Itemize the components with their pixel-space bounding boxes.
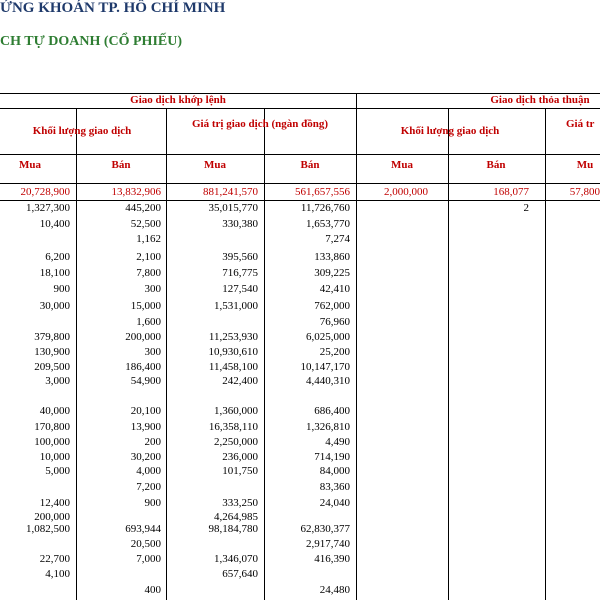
table-cell: 10,400 — [39, 218, 70, 230]
table-cell: 416,390 — [314, 553, 350, 565]
table-cell: 7,000 — [136, 553, 161, 565]
col-header-2: Mua — [204, 159, 226, 171]
document-title: ỨNG KHOÁN TP. HỒ CHÍ MINH — [0, 0, 226, 16]
table-cell: 2 — [523, 202, 529, 214]
table-cell: 330,380 — [222, 218, 258, 230]
table-cell: 133,860 — [314, 251, 350, 263]
table-cell: 10,000 — [39, 451, 70, 463]
table-cell: 395,560 — [222, 251, 258, 263]
totals-cell-6: 57,800 — [569, 186, 600, 198]
table-cell: 1,653,770 — [306, 218, 350, 230]
table-cell: 170,800 — [34, 421, 70, 433]
table-cell: 200 — [144, 436, 161, 448]
totals-line — [0, 200, 600, 201]
table-cell: 400 — [144, 584, 161, 596]
table-cell: 686,400 — [314, 405, 350, 417]
table-cell: 10,147,170 — [300, 361, 350, 373]
totals-cell-0: 20,728,900 — [20, 186, 70, 198]
col-divider-1 — [166, 108, 167, 600]
table-cell: 100,000 — [34, 436, 70, 448]
table-cell: 11,458,100 — [208, 361, 258, 373]
table-cell: 1,326,810 — [306, 421, 350, 433]
table-cell: 22,700 — [39, 553, 70, 565]
table-cell: 4,490 — [325, 436, 350, 448]
table-cell: 11,253,930 — [208, 331, 258, 343]
table-cell: 2,250,000 — [214, 436, 258, 448]
col-divider-2 — [264, 108, 265, 600]
table-cell: 4,000 — [136, 465, 161, 477]
subheader-matched-value: Giá trị giao dịch (ngàn đồng) — [192, 118, 328, 130]
table-cell: 76,960 — [319, 316, 350, 328]
colheader-line — [0, 183, 600, 184]
table-cell: 900 — [53, 283, 70, 295]
table-cell: 714,190 — [314, 451, 350, 463]
table-cell: 309,225 — [314, 267, 350, 279]
col-header-1: Bán — [111, 159, 131, 171]
totals-cell-1: 13,832,906 — [111, 186, 161, 198]
table-cell: 62,830,377 — [300, 523, 350, 535]
table-cell: 13,900 — [130, 421, 161, 433]
table-cell: 1,600 — [136, 316, 161, 328]
table-cell: 6,025,000 — [306, 331, 350, 343]
table-cell: 18,100 — [39, 267, 70, 279]
table-cell: 209,500 — [34, 361, 70, 373]
table-cell: 5,000 — [45, 465, 70, 477]
group-header-line — [0, 108, 600, 109]
col-divider-5 — [545, 108, 546, 600]
totals-cell-3: 561,657,556 — [295, 186, 350, 198]
col-header-0: Mua — [19, 159, 41, 171]
table-cell: 300 — [144, 346, 161, 358]
table-cell: 54,900 — [130, 375, 161, 387]
table-cell: 11,726,760 — [300, 202, 350, 214]
table-cell: 2,917,740 — [306, 538, 350, 550]
table-cell: 20,100 — [130, 405, 161, 417]
table-cell: 130,900 — [34, 346, 70, 358]
col-header-4: Mua — [391, 159, 413, 171]
col-header-6: Mu — [576, 159, 594, 171]
table-cell: 6,200 — [45, 251, 70, 263]
table-cell: 333,250 — [222, 497, 258, 509]
table-cell: 7,800 — [136, 267, 161, 279]
col-divider-0 — [76, 108, 77, 600]
table-cell: 186,400 — [125, 361, 161, 373]
table-cell: 16,358,110 — [208, 421, 258, 433]
table-cell: 12,400 — [39, 497, 70, 509]
table-cell: 25,200 — [319, 346, 350, 358]
document-subtitle: CH TỰ DOANH (CỔ PHIẾU) — [0, 34, 182, 49]
table-cell: 24,480 — [319, 584, 350, 596]
table-cell: 200,000 — [34, 511, 70, 523]
col-divider-4 — [448, 108, 449, 600]
totals-cell-4: 2,000,000 — [384, 186, 428, 198]
table-cell: 101,750 — [222, 465, 258, 477]
table-cell: 716,775 — [222, 267, 258, 279]
table-cell: 1,327,300 — [26, 202, 70, 214]
table-cell: 52,500 — [130, 218, 161, 230]
table-cell: 20,500 — [130, 538, 161, 550]
table-cell: 35,015,770 — [208, 202, 258, 214]
table-cell: 242,400 — [222, 375, 258, 387]
table-cell: 7,274 — [325, 233, 350, 245]
col-header-3: Bán — [300, 159, 320, 171]
table-cell: 3,000 — [45, 375, 70, 387]
table-cell: 15,000 — [130, 300, 161, 312]
table-cell: 7,200 — [136, 481, 161, 493]
table-cell: 42,410 — [319, 283, 350, 295]
table-cell: 300 — [144, 283, 161, 295]
table-cell: 127,540 — [222, 283, 258, 295]
table-cell: 40,000 — [39, 405, 70, 417]
table-cell: 1,360,000 — [214, 405, 258, 417]
table-cell: 10,930,610 — [208, 346, 258, 358]
subheader-negotiated-volume: Khối lượng giao dịch — [400, 125, 500, 137]
totals-cell-5: 168,077 — [493, 186, 529, 198]
table-cell: 4,264,985 — [214, 511, 258, 523]
col-divider-3 — [356, 93, 357, 600]
table-cell: 2,100 — [136, 251, 161, 263]
totals-cell-2: 881,241,570 — [203, 186, 258, 198]
col-header-5: Bán — [486, 159, 506, 171]
table-cell: 24,040 — [319, 497, 350, 509]
table-cell: 1,531,000 — [214, 300, 258, 312]
table-cell: 84,000 — [319, 465, 350, 477]
table-cell: 30,000 — [39, 300, 70, 312]
table-cell: 1,082,500 — [26, 523, 70, 535]
table-cell: 236,000 — [222, 451, 258, 463]
table-cell: 1,346,070 — [214, 553, 258, 565]
table-cell: 98,184,780 — [208, 523, 258, 535]
table-cell: 445,200 — [125, 202, 161, 214]
subheader-matched-volume: Khối lượng giao dịch — [32, 125, 132, 137]
table-cell: 693,944 — [125, 523, 161, 535]
table-cell: 379,800 — [34, 331, 70, 343]
subheader-line — [0, 154, 600, 155]
table-cell: 1,162 — [136, 233, 161, 245]
table-cell: 4,100 — [45, 568, 70, 580]
table-cell: 200,000 — [125, 331, 161, 343]
table-cell: 657,640 — [222, 568, 258, 580]
group-header-negotiated: Giao dịch thỏa thuận — [490, 94, 590, 106]
table-cell: 4,440,310 — [306, 375, 350, 387]
group-header-matched: Giao dịch khớp lệnh — [130, 94, 226, 106]
table-cell: 83,360 — [319, 481, 350, 493]
subheader-negotiated-value: Giá tr — [566, 118, 595, 130]
table-cell: 762,000 — [314, 300, 350, 312]
table-cell: 900 — [144, 497, 161, 509]
table-cell: 30,200 — [130, 451, 161, 463]
